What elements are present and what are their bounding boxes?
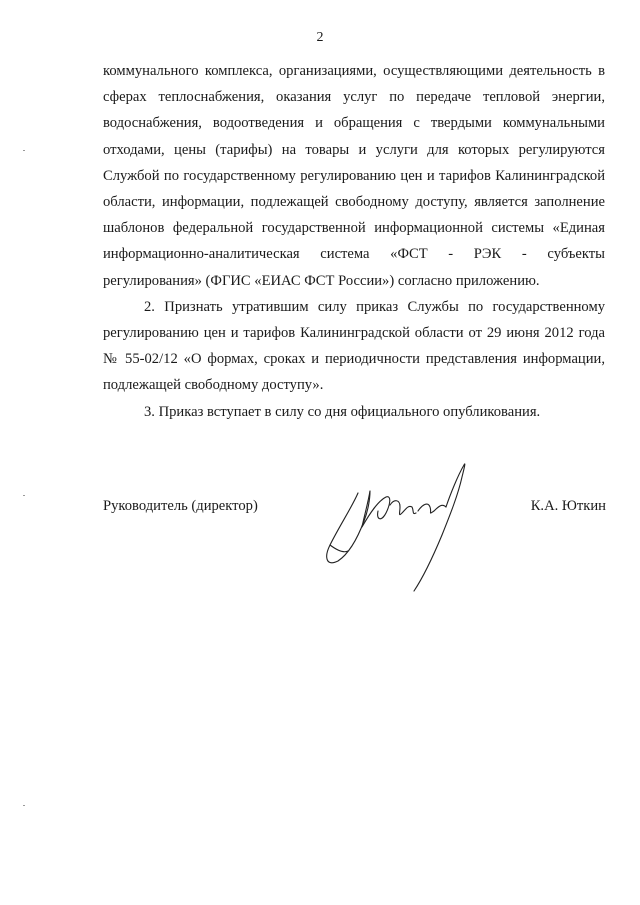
signer-position: Руководитель (директор) bbox=[103, 498, 258, 514]
page-number: 2 bbox=[316, 30, 324, 45]
paragraph-3: 3. Приказ вступает в силу со дня официального опубликования. bbox=[144, 403, 541, 420]
scan-speck bbox=[23, 805, 25, 806]
paragraph-continuation: коммунального комплекса, организациями, осуществляющими деятельность в сферах теплоснабжения, оказания услуг по передаче тепловой энергии, водоснабжения, водоотведения и обращения с твердыми коммунальными отходами, цены (тарифы) на товары и услуги для которых регулируются Службой по государственному регулированию цен и тарифов Калининградской области, информации, подлежащей свободному доступу, является заполнение шаблонов федеральной государственной информационной системы «Единая информационно-аналитическая система «ФСТ - РЭК - субъекты регулирования» (ФГИС «ЕИАС ФСТ России») согласно приложению. bbox=[103, 63, 605, 289]
scan-speck bbox=[23, 495, 25, 496]
handwritten-signature bbox=[318, 455, 468, 595]
signer-name: К.А. Юткин bbox=[530, 498, 606, 514]
document-body bbox=[103, 58, 605, 425]
paragraph-2: 2. Признать утратившим силу приказ Службы по государственному регулированию цен и тарифов Калининградской области от 29 июня 2012 года № 55-02/12 «О формах, сроках и периодичности представления информации, подлежащей свободному доступу». bbox=[103, 298, 605, 394]
scan-speck bbox=[23, 150, 25, 151]
